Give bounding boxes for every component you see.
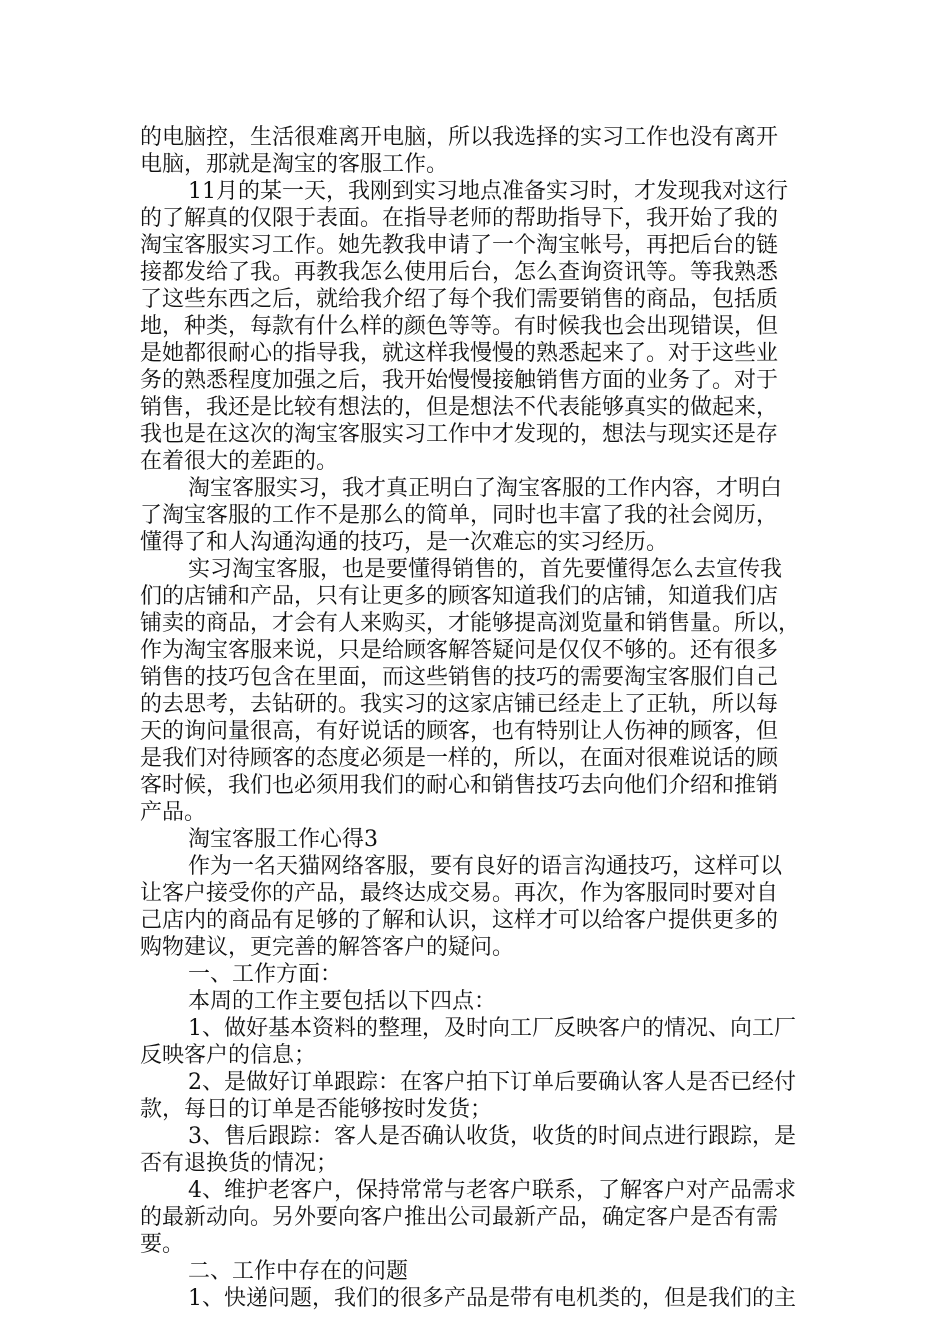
text-line: 客时候，我们也必须用我们的耐心和销售技巧去向他们介绍和推销 — [140, 773, 779, 798]
text-line: 作为淘宝客服来说，只是给顾客解答疑问是仅仅不够的。还有很多 — [140, 638, 779, 663]
text-line: 了这些东西之后，就给我介绍了每个我们需要销售的商品，包括质 — [140, 287, 779, 312]
text-line: 接都发给了我。再教我怎么使用后台，怎么查询资讯等。等我熟悉 — [140, 260, 779, 285]
text-line: 地，种类，每款有什么样的颜色等等。有时候我也会出现错误，但 — [140, 314, 779, 339]
text-line: 是她都很耐心的指导我，就这样我慢慢的熟悉起来了。对于这些业 — [140, 341, 779, 366]
text-line: 己店内的商品有足够的了解和认识，这样才可以给客户提供更多的 — [140, 908, 779, 933]
text-line: 2、是做好订单跟踪：在客户拍下订单后要确认客人是否已经付 — [188, 1070, 796, 1095]
text-line: 3、售后跟踪：客人是否确认收货，收货的时间点进行跟踪，是 — [188, 1124, 796, 1149]
text-line: 是我们对待顾客的态度必须是一样的，所以，在面对很难说话的顾 — [140, 746, 779, 771]
text-line: 电脑，那就是淘宝的客服工作。 — [140, 152, 449, 177]
text-line: 了淘宝客服的工作不是那么的简单，同时也丰富了我的社会阅历， — [140, 503, 779, 528]
text-line: 一、工作方面： — [188, 962, 343, 987]
text-line: 11月的某一天，我刚到实习地点准备实习时，才发现我对这行 — [188, 179, 788, 204]
text-line: 4、维护老客户，保持常常与老客户联系，了解客户对产品需求 — [188, 1178, 796, 1203]
text-line: 反映客户的信息； — [140, 1043, 317, 1068]
text-line: 我也是在这次的淘宝客服实习工作中才发现的，想法与现实还是存 — [140, 422, 779, 447]
text-line: 淘宝客服实习，我才真正明白了淘宝客服的工作内容，才明白 — [188, 476, 783, 501]
text-line: 让客户接受你的产品，最终达成交易。再次，作为客服同时要对自 — [140, 881, 779, 906]
text-line: 铺卖的商品，才会有人来购买，才能够提高浏览量和销售量。所以， — [140, 611, 801, 636]
text-line: 在着很大的差距的。 — [140, 449, 339, 474]
text-line: 要。 — [140, 1232, 185, 1257]
document-page — [140, 124, 840, 1312]
text-line: 的最新动向。另外要向客户推出公司最新产品，确定客户是否有需 — [140, 1205, 779, 1230]
text-line: 的了解真的仅限于表面。在指导老师的帮助指导下，我开始了我的 — [140, 206, 779, 231]
text-line: 懂得了和人沟通沟通的技巧，是一次难忘的实习经历。 — [140, 530, 669, 555]
text-line: 天的询问量很高，有好说话的顾客，也有特别让人伤神的顾客，但 — [140, 719, 779, 744]
text-line: 1、快递问题，我们的很多产品是带有电机类的，但是我们的主 — [188, 1286, 796, 1311]
text-line: 否有退换货的情况； — [140, 1151, 339, 1176]
text-line: 产品。 — [140, 800, 207, 825]
text-line: 实习淘宝客服，也是要懂得销售的，首先要懂得怎么去宣传我 — [188, 557, 783, 582]
text-line: 销售的技巧包含在里面，而这些销售的技巧的需要淘宝客服们自己 — [140, 665, 779, 690]
text-line: 本周的工作主要包括以下四点： — [188, 989, 497, 1014]
text-line: 淘宝客服实习工作。她先教我申请了一个淘宝帐号，再把后台的链 — [140, 233, 779, 258]
text-line: 1、做好基本资料的整理，及时向工厂反映客户的情况、向工厂 — [188, 1016, 796, 1041]
text-line: 销售，我还是比较有想法的，但是想法不代表能够真实的做起来， — [140, 395, 779, 420]
text-line: 款，每日的订单是否能够按时发货； — [140, 1097, 493, 1122]
text-line: 务的熟悉程度加强之后，我开始慢慢接触销售方面的业务了。对于 — [140, 368, 779, 393]
text-line: 购物建议，更完善的解答客户的疑问。 — [140, 935, 515, 960]
text-line: 淘宝客服工作心得3 — [188, 827, 378, 852]
text-line: 的去思考，去钻研的。我实习的这家店铺已经走上了正轨，所以每 — [140, 692, 779, 717]
text-line: 作为一名天猫网络客服，要有良好的语言沟通技巧，这样可以 — [188, 854, 783, 879]
text-line: 二、工作中存在的问题 — [188, 1259, 409, 1284]
text-line: 们的店铺和产品，只有让更多的顾客知道我们的店铺，知道我们店 — [140, 584, 779, 609]
text-line: 的电脑控，生活很难离开电脑，所以我选择的实习工作也没有离开 — [140, 125, 779, 150]
